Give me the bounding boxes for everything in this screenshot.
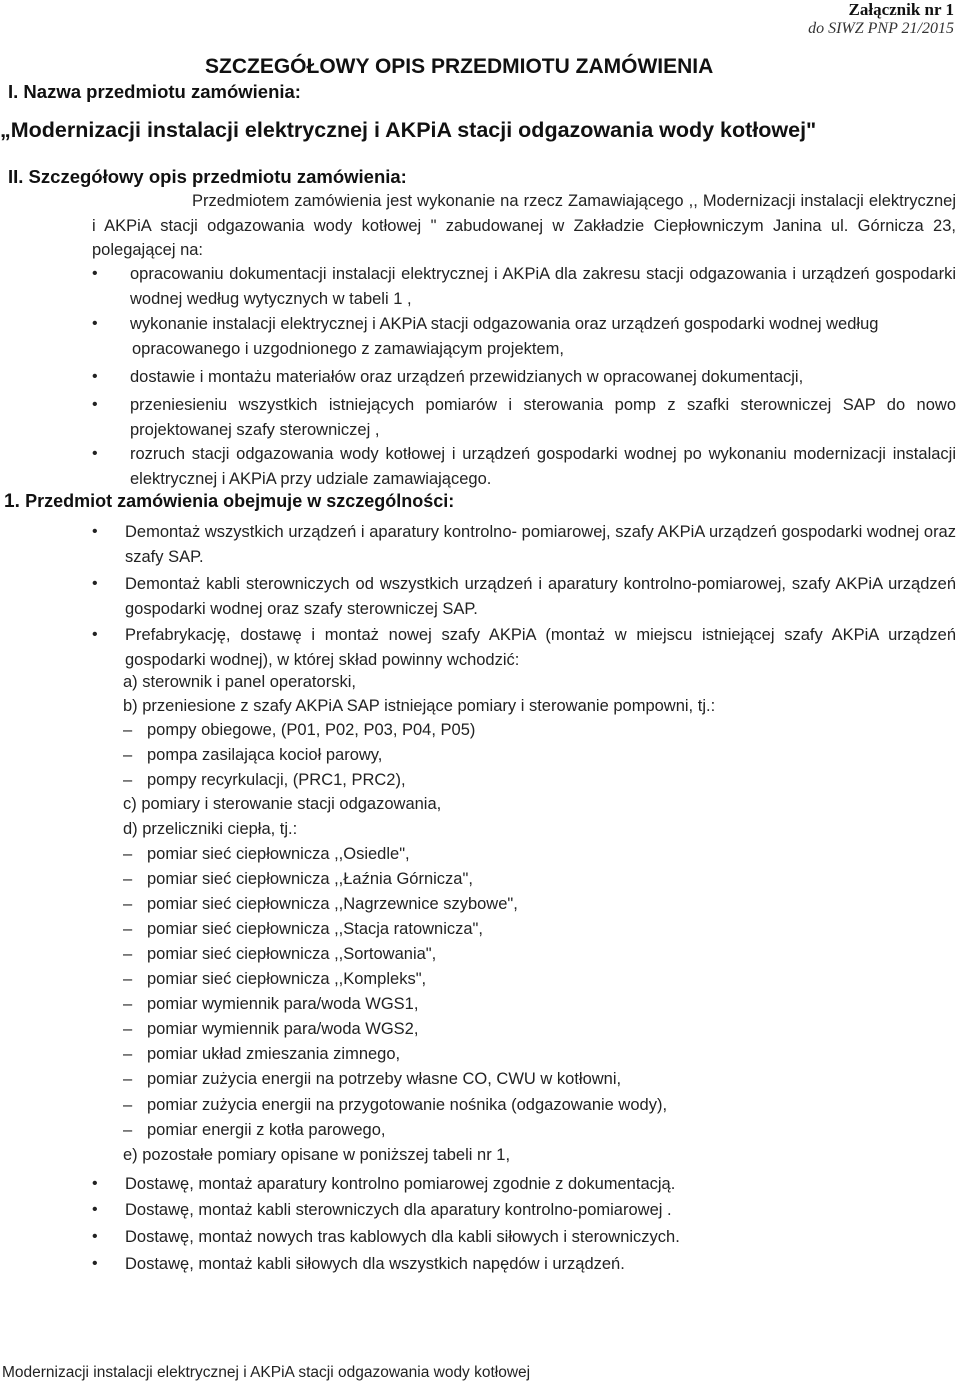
- list-item: – pomiar sieć ciepłownicza ,,Osiedle",: [123, 845, 410, 863]
- page-footer: Modernizacji instalacji elektrycznej i AKPiA stacji odgazowania wody kotłowej: [2, 1364, 531, 1381]
- list-item: • wykonanie instalacji elektrycznej i AKPiA stacji odgazowania oraz urządzeń gospodarki wodnej według opracowanego i uzgodnionego z zamawiającym projektem,: [92, 312, 956, 361]
- dash-icon: –: [123, 1070, 133, 1088]
- bullet-icon: •: [92, 368, 98, 385]
- list-item: – pompa zasilająca kocioł parowy,: [123, 746, 383, 764]
- dash-icon: –: [123, 721, 133, 739]
- section-2-heading: II. Szczegółowy opis przedmiotu zamówienia:: [8, 166, 407, 187]
- bullet-icon: •: [92, 315, 98, 332]
- list-item: • Dostawę, montaż aparatury kontrolno pomiarowej zgodnie z dokumentacją.: [92, 1172, 956, 1197]
- list-item: • Prefabrykację, dostawę i montaż nowej szafy AKPiA (montaż w miejscu istniejącej szafy AKPiA urządzeń gospodarki wodnej), w której skład powinny wchodzić:: [92, 623, 956, 672]
- dash-icon: –: [123, 945, 133, 963]
- dash-icon: –: [123, 995, 133, 1013]
- section-3-heading: 1. Przedmiot zamówienia obejmuje w szczególności:: [4, 491, 455, 512]
- list-item: – pomiar sieć ciepłownicza ,,Nagrzewnice szybowe",: [123, 895, 518, 913]
- list-item: – pomiar układ zmieszania zimnego,: [123, 1045, 401, 1063]
- dash-icon: –: [123, 771, 133, 789]
- section-2-intro: Przedmiotem zamówienia jest wykonanie na rzecz Zamawiającego ,, Modernizacji instalacji elektrycznej i AKPiA stacji odgazowania wody kotłowej " zabudowanej w Zakładzie Ciepłowniczym Janina ul. Górnicza 23, polegającej na:: [92, 192, 956, 259]
- list-item: • Demontaż kabli sterowniczych od wszystkich urządzeń i aparatury kontrolno-pomiarowej, szafy AKPiA urządzeń gospodarki wodnej oraz szafy sterowniczej SAP.: [92, 572, 956, 621]
- dash-icon: –: [123, 746, 133, 764]
- list-item: – pomiar wymiennik para/woda WGS2,: [123, 1020, 419, 1038]
- list-item-e: e) pozostałe pomiary opisane w poniższej tabeli nr 1,: [123, 1146, 511, 1164]
- dash-icon: –: [123, 870, 133, 888]
- bullet-icon: •: [92, 265, 98, 282]
- list-item: • Dostawę, montaż nowych tras kablowych dla kabli siłowych i sterowniczych.: [92, 1225, 956, 1250]
- list-item: – pomiar sieć ciepłownicza ,,Stacja ratownicza",: [123, 920, 483, 938]
- attachment-reference: do SIWZ PNP 21/2015: [808, 20, 954, 37]
- list-item: • Dostawę, montaż kabli sterowniczych dla aparatury kontrolno-pomiarowej .: [92, 1198, 956, 1223]
- bullet-icon: •: [92, 1228, 98, 1245]
- list-item: – pompy obiegowe, (P01, P02, P03, P04, P05): [123, 721, 476, 739]
- dash-icon: –: [123, 970, 133, 988]
- list-item: – pomiar wymiennik para/woda WGS1,: [123, 995, 419, 1013]
- bullet-icon: •: [92, 396, 98, 413]
- bullet-icon: •: [92, 1255, 98, 1272]
- dash-icon: –: [123, 845, 133, 863]
- section-1-heading: I. Nazwa przedmiotu zamówienia:: [8, 81, 301, 102]
- document-title: SZCZEGÓŁOWY OPIS PRZEDMIOTU ZAMÓWIENIA: [205, 55, 714, 78]
- dash-icon: –: [123, 920, 133, 938]
- list-item-d: d) przeliczniki ciepła, tj.:: [123, 820, 298, 838]
- dash-icon: –: [123, 1045, 133, 1063]
- list-item: • opracowaniu dokumentacji instalacji elektrycznej i AKPiA dla zakresu stacji odgazowania i urządzeń gospodarki wodnej według wytycznych w tabeli 1 ,: [92, 262, 956, 311]
- bullet-icon: •: [92, 1175, 98, 1192]
- bullet-icon: •: [92, 1201, 98, 1218]
- dash-icon: –: [123, 895, 133, 913]
- list-item: – pomiar zużycia energii na przygotowanie nośnika (odgazowanie wody),: [123, 1096, 668, 1114]
- list-item: • Demontaż wszystkich urządzeń i aparatury kontrolno- pomiarowej, szafy AKPiA urządzeń gospodarki wodnej oraz szafy SAP.: [92, 520, 956, 569]
- dash-icon: –: [123, 1020, 133, 1038]
- list-item: – pompy recyrkulacji, (PRC1, PRC2),: [123, 771, 406, 789]
- attachment-label: Załącznik nr 1: [848, 0, 954, 19]
- list-item: – pomiar sieć ciepłownicza ,,Kompleks",: [123, 970, 427, 988]
- bullet-icon: •: [92, 523, 98, 540]
- dash-icon: –: [123, 1096, 133, 1114]
- list-item-b: b) przeniesione z szafy AKPiA SAP istniejące pomiary i sterowanie pompowni, tj.:: [123, 697, 716, 715]
- bullet-icon: •: [92, 575, 98, 592]
- bullet-icon: •: [92, 626, 98, 643]
- list-item: – pomiar energii z kotła parowego,: [123, 1121, 386, 1139]
- dash-icon: –: [123, 1121, 133, 1139]
- list-item: • przeniesieniu wszystkich istniejących pomiarów i sterowania pomp z szafki sterowniczej SAP do nowo projektowanej szafy sterowniczej ,: [92, 393, 956, 442]
- bullet-icon: •: [92, 445, 98, 462]
- list-item: • Dostawę, montaż kabli siłowych dla wszystkich napędów i urządzeń.: [92, 1252, 956, 1277]
- order-subject: „Modernizacji instalacji elektrycznej i AKPiA stacji odgazowania wody kotłowej": [0, 118, 817, 142]
- list-item: • dostawie i montażu materiałów oraz urządzeń przewidzianych w opracowanej dokumentacji,: [92, 365, 956, 390]
- list-item-c: c) pomiary i sterowanie stacji odgazowania,: [123, 795, 442, 813]
- list-item: • rozruch stacji odgazowania wody kotłowej i urządzeń gospodarki wodnej po wykonaniu modernizacji instalacji elektrycznej i AKPiA przy udziale zamawiającego.: [92, 442, 956, 491]
- list-item: – pomiar zużycia energii na potrzeby własne CO, CWU w kotłowni,: [123, 1070, 622, 1088]
- list-item: – pomiar sieć ciepłownicza ,,Sortowania",: [123, 945, 437, 963]
- list-item-a: a) sterownik i panel operatorski,: [123, 673, 356, 691]
- list-item: – pomiar sieć ciepłownicza ,,Łaźnia Górnicza",: [123, 870, 473, 888]
